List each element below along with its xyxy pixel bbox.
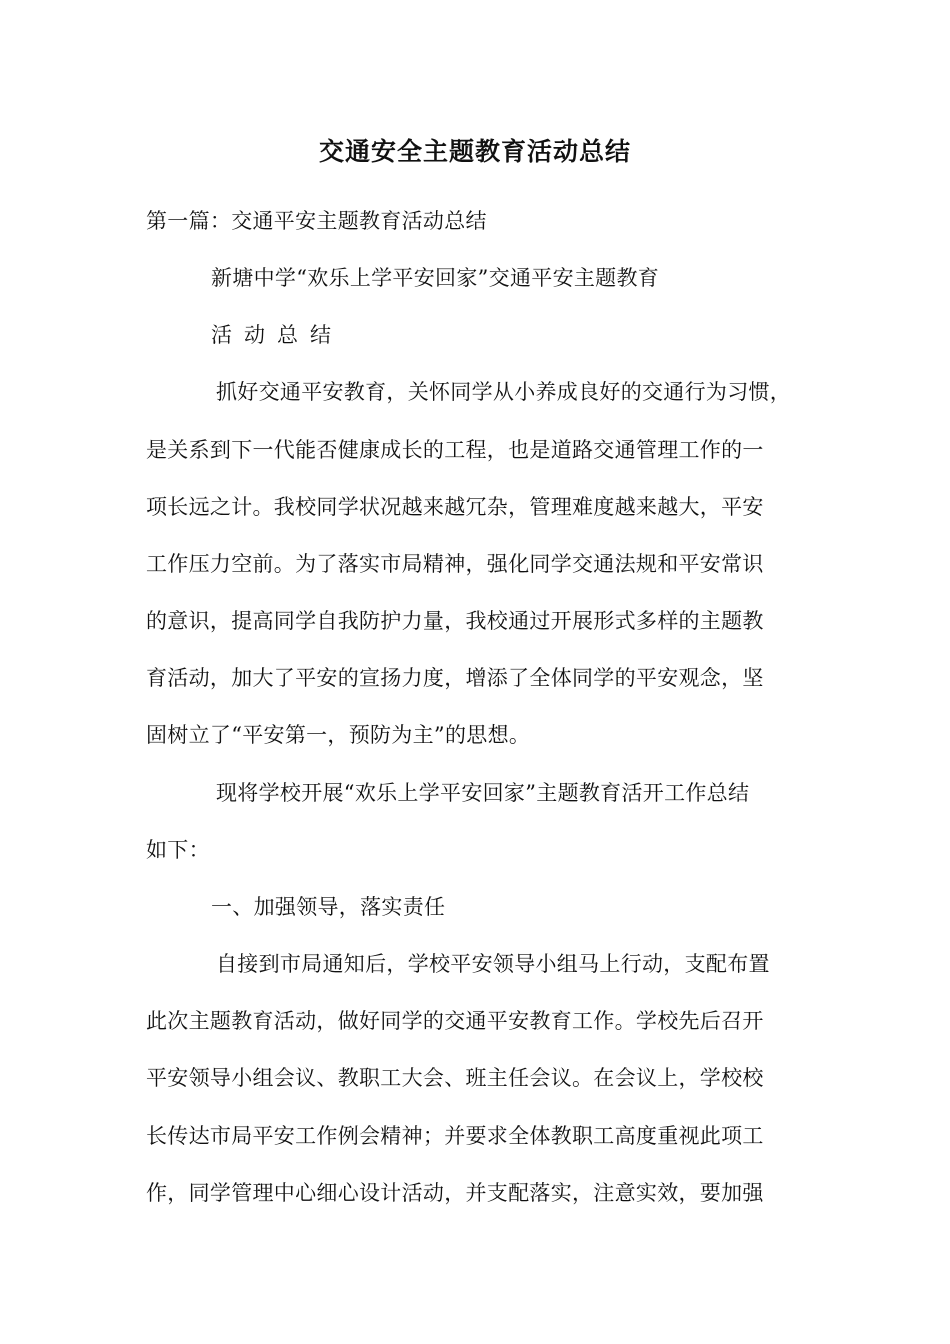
part-heading: 第一篇：交通平安主题教育活动总结 — [146, 209, 487, 233]
paragraph-line: 如下： — [146, 838, 210, 862]
paragraph-line: 固树立了“平安第一，预防为主”的思想。 — [146, 723, 531, 747]
paragraph-line: 此次主题教育活动，做好同学的交通平安教育工作。学校先后召开 — [146, 1009, 764, 1033]
paragraph-line: 自接到市局通知后，学校平安领导小组马上行动，支配布置 — [216, 952, 770, 976]
school-activity-line: 新塘中学“欢乐上学平安回家”交通平安主题教育 — [211, 266, 660, 290]
paragraph-line: 项长远之计。我校同学状况越来越冗杂，管理难度越来越大，平安 — [146, 495, 764, 519]
paragraph-line: 的意识，提高同学自我防护力量，我校通过开展形式多样的主题教 — [146, 609, 764, 633]
paragraph-line: 是关系到下一代能否健康成长的工程，也是道路交通管理工作的一 — [146, 438, 764, 462]
paragraph-line: 工作压力空前。为了落实市局精神，强化同学交通法规和平安常识 — [146, 552, 764, 576]
paragraph-line: 育活动，加大了平安的宣扬力度，增添了全体同学的平安观念，坚 — [146, 666, 764, 690]
paragraph-line: 现将学校开展“欢乐上学平安回家”主题教育活开工作总结 — [216, 781, 750, 805]
paragraph-line: 作，同学管理中心细心设计活动，并支配落实，注意实效，要加强 — [146, 1181, 764, 1205]
paragraph-line: 抓好交通平安教育，关怀同学从小养成良好的交通行为习惯， — [216, 380, 792, 404]
paragraph-line: 长传达市局平安工作例会精神；并要求全体教职工高度重视此项工 — [146, 1124, 764, 1148]
summary-label: 活动总结 — [211, 323, 343, 347]
paragraph-line: 平安领导小组会议、教职工大会、班主任会议。在会议上，学校校 — [146, 1066, 764, 1090]
section-heading: 一、加强领导，落实责任 — [211, 895, 446, 919]
document-title: 交通安全主题教育活动总结 — [318, 137, 631, 166]
